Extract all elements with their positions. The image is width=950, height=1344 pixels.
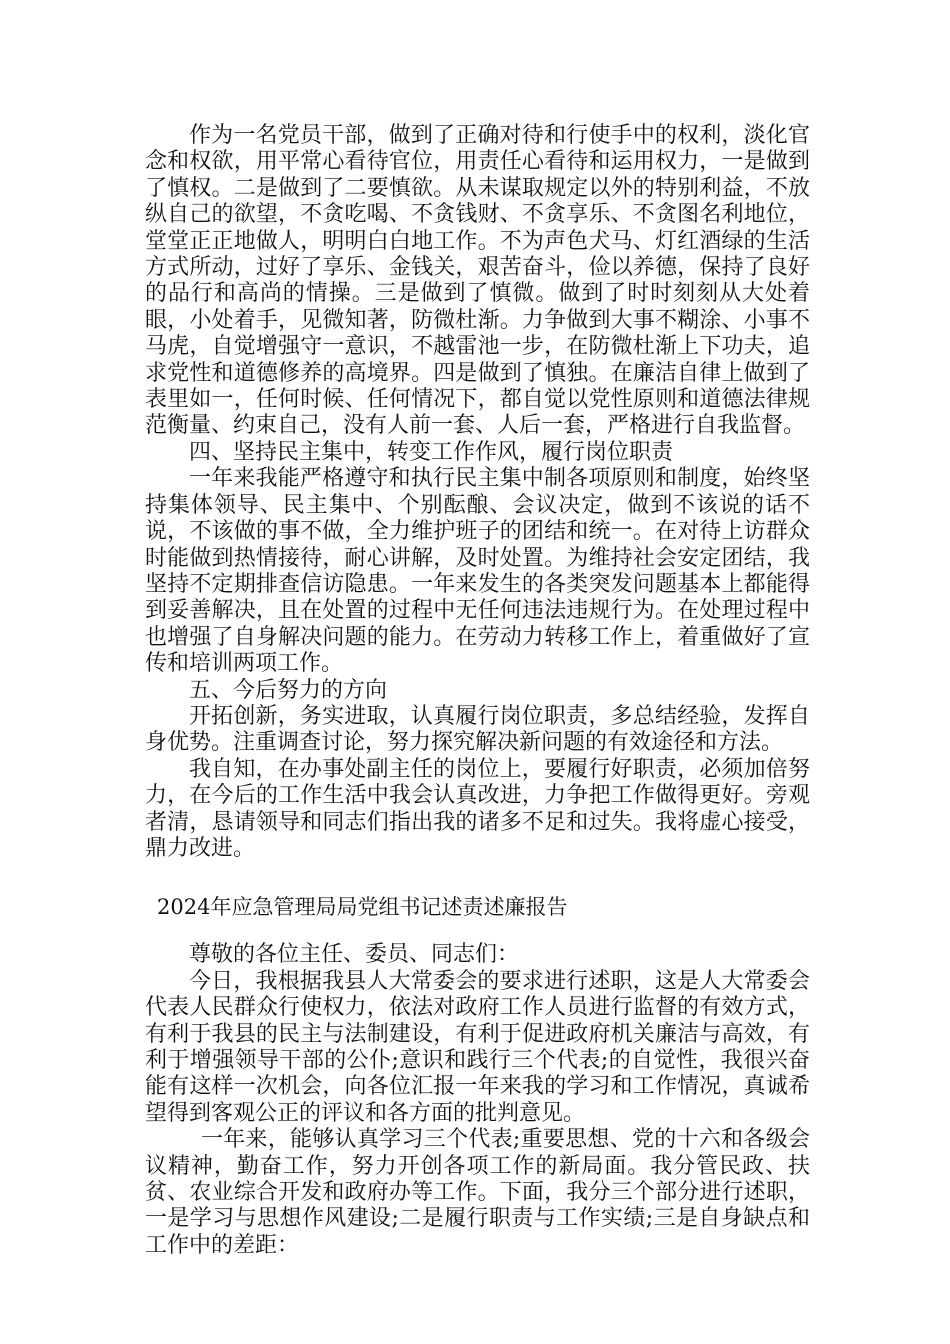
paragraph-democratic-centralism: 一年来我能严格遵守和执行民主集中制各项原则和制度，始终坚持集体领导、民主集中、个别酝酿、会议决定，做到不该说的话不说，不该做的事不做，全力维护班子的团结和统一。在对待上访群众时能做到热情接待，耐心讲解，及时处置。为维持社会安定团结，我坚持不定期排查信访隐患。一年来发生的各类突发问题基本上都能得到妥善解决，且在处置的过程中无任何违法违规行为。在处理过程中也增强了自身解决问题的能力。在劳动力转移工作上，着重做好了宣传和培训两项工作。	[145, 466, 810, 677]
paragraph-innovation: 开拓创新，务实进取，认真履行岗位职责，多总结经验，发挥自身优势。注重调查讨论，努力探究解决新问题的有效途径和方法。	[145, 703, 810, 756]
section-2	[145, 942, 950, 1259]
paragraph-integrity: 作为一名党员干部，做到了正确对待和行使手中的权利，淡化官念和权欲，用平常心看待官位，用责任心看待和运用权力，一是做到了慎权。二是做到了二要慎欲。从未谋取规定以外的特别利益，不放纵自己的欲望，不贪吃喝、不贪钱财、不贪享乐、不贪图名利地位，堂堂正正地做人，明明白白地工作。不为声色犬马、灯红酒绿的生活方式所动，过好了享乐、金钱关，艰苦奋斗，俭以养德，保持了良好的品行和高尚的情操。三是做到了慎微。做到了时时刻刻从大处着眼，小处着手，见微知著，防微杜渐。力争做到大事不糊涂、小事不马虎，自觉增强守一意识，不越雷池一步，在防微杜渐上下功夫，追求党性和道德修养的高境界。四是做到了慎独。在廉洁自律上做到了表里如一，任何时候、任何情况下，都自觉以党性原则和道德法律规范衡量、约束自己，没有人前一套、人后一套，严格进行自我监督。	[145, 123, 810, 439]
heading-four: 四、坚持民主集中，转变工作作风，履行岗位职责	[189, 439, 674, 465]
heading-five: 五、今后努力的方向	[189, 677, 388, 703]
report-title: 2024年应急管理局局党组书记述责述廉报告	[157, 895, 568, 920]
paragraph-year-review: 一年来，能够认真学习三个代表;重要思想、党的十六和各级会议精神，勤奋工作，努力开创各项工作的新局面。我分管民政、扶贫、农业综合开发和政府办等工作。下面，我分三个部分进行述职，一是学习与思想作风建设;二是履行职责与工作实绩;三是自身缺点和工作中的差距：	[145, 1127, 810, 1258]
paragraph-self-reflection: 我自知，在办事处副主任的岗位上，要履行好职责，必须加倍努力，在今后的工作生活中我会认真改进，力争把工作做得更好。旁观者清，恳请领导和同志们指出我的诸多不足和过失。我将虚心接受，鼎力改进。	[145, 756, 810, 861]
section-1	[145, 123, 950, 862]
salutation: 尊敬的各位主任、委员、同志们：	[189, 942, 520, 968]
paragraph-intro: 今日，我根据我县人大常委会的要求进行述职，这是人大常委会代表人民群众行使权力，依法对政府工作人员进行监督的有效方式，有利于我县的民主与法制建设，有利于促进政府机关廉洁与高效，有利于增强领导干部的公仆;意识和践行三个代表;的自觉性，我很兴奋能有这样一次机会，向各位汇报一年来我的学习和工作情况，真诚希望得到客观公正的评议和各方面的批判意见。	[145, 968, 810, 1126]
